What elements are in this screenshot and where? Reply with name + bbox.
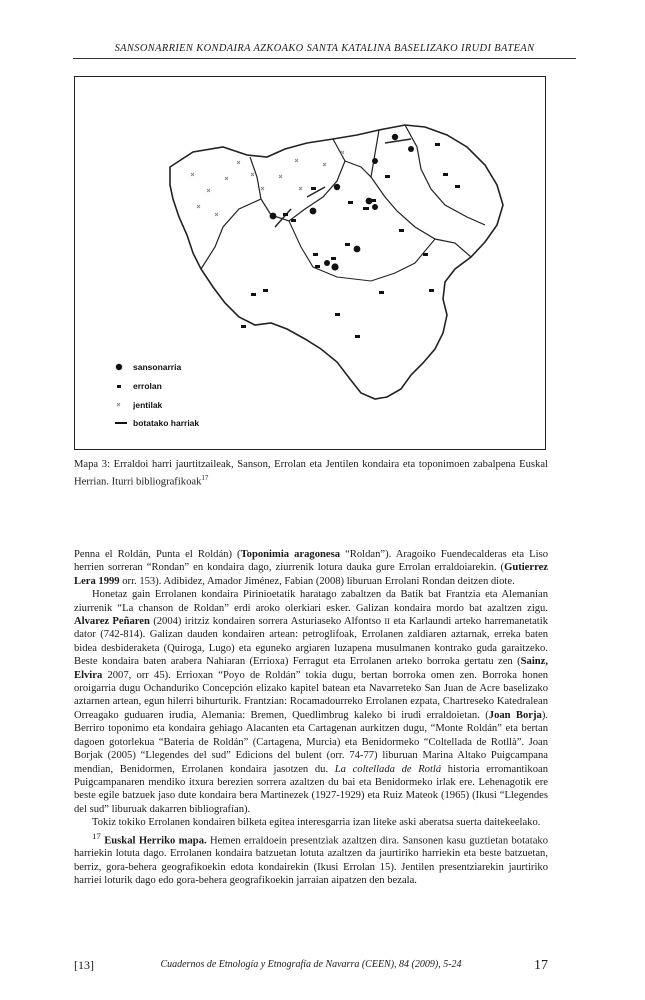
errolan-marker bbox=[348, 201, 353, 204]
errolan-marker bbox=[371, 199, 376, 202]
errolan-marker bbox=[379, 291, 384, 294]
province-boundary bbox=[250, 139, 345, 221]
errolan-marker bbox=[315, 265, 320, 268]
sansonarria-marker bbox=[372, 158, 378, 164]
body-text bbox=[74, 548, 548, 888]
sansonarria-marker bbox=[324, 260, 330, 266]
footer-page-number: 17 bbox=[534, 958, 548, 973]
sansonarria-marker bbox=[310, 208, 317, 215]
legend-label-errolan: errolan bbox=[133, 381, 162, 391]
sansonarria-marker bbox=[334, 184, 340, 190]
errolan-marker bbox=[331, 257, 336, 260]
errolan-marker bbox=[283, 213, 288, 216]
legend-label-jentilak: jentilak bbox=[133, 400, 163, 410]
jentilak-marker bbox=[299, 187, 302, 190]
running-header: SANSONARRIEN KONDAIRA AZKOAKO SANTA KATALINA BASELIZAKO IRUDI BATEAN bbox=[114, 43, 535, 54]
map-outline bbox=[170, 125, 503, 399]
errolan-marker bbox=[311, 187, 316, 190]
errolan-marker bbox=[345, 243, 350, 246]
sansonarria-marker bbox=[392, 134, 398, 140]
jentilak-marker bbox=[225, 177, 228, 180]
province-boundary bbox=[289, 221, 435, 281]
footnote-17 bbox=[74, 830, 548, 888]
map-of-basque-country bbox=[75, 77, 547, 451]
province-boundary bbox=[201, 199, 261, 269]
errolan-marker bbox=[385, 175, 390, 178]
legend-large-dot-symbol bbox=[116, 364, 122, 370]
jentilak-marker bbox=[295, 159, 298, 162]
errolan-marker bbox=[335, 313, 340, 316]
errolan-marker bbox=[313, 253, 318, 256]
errolan-marker bbox=[455, 185, 460, 188]
errolan-marker bbox=[363, 207, 369, 210]
errolan-marker bbox=[435, 143, 440, 146]
jentilak-marker bbox=[237, 161, 240, 164]
footnote-text: Hemen erraldoein presentziak azaltzen dira. Sansonen kasu guztietan botatako harriekin lotuta dago. Errolanen kondaira batzuetan lotuta azaltzen da jaurtiriko harriekin eta beste batzuetan, berriz, gora-behera geografikoekin edota kondairekin (Ikusi Errolan 15). Jentilen presentziarekin jaurtiriko harriei loturik dago edo gora-behera geografikoekin jarraian aipatzen den bezala. bbox=[74, 835, 548, 887]
errolan-marker bbox=[263, 289, 268, 292]
errolan-marker bbox=[443, 173, 448, 176]
figure-caption bbox=[74, 458, 548, 489]
province-boundary bbox=[371, 177, 471, 257]
throw-line bbox=[275, 209, 291, 227]
map-figure bbox=[74, 76, 546, 450]
page-footer bbox=[74, 958, 548, 974]
sansonarria-marker bbox=[354, 246, 361, 253]
header-rule bbox=[73, 58, 576, 59]
footnote-title: Euskal Herriko mapa. bbox=[104, 835, 207, 847]
jentilak-marker bbox=[207, 189, 210, 192]
errolan-marker bbox=[241, 325, 246, 328]
legend-small-dot-symbol bbox=[117, 385, 121, 388]
legend-label-sansonarria: sansonarria bbox=[133, 362, 182, 372]
errolan-marker bbox=[429, 289, 434, 292]
jentilak-marker bbox=[251, 173, 254, 176]
errolan-marker bbox=[251, 293, 256, 296]
throw-line bbox=[385, 139, 411, 143]
jentilak-marker bbox=[261, 187, 264, 190]
errolan-marker bbox=[291, 219, 296, 222]
paragraph-1: Penna el Roldán, Punta el Roldán) (Toponimia aragonesa “Roldan”). Aragoiko Fuendecalderas eta Liso herrien sorreran “Rondan” en kondaira dago, ziurrenik lotura dauka gure Errolan erraldoiarekin. (Gutierrez Lera 1999 orr. 153). Adibidez, Amador Jiménez, Fabian (2008) liburuan Errolani Rondan deitzen diote. bbox=[74, 549, 549, 587]
map-legend bbox=[115, 362, 199, 428]
paragraph-3: Tokiz tokiko Errolanen kondairen bilketa egitea interesgarria izan liteke aski aberatsa suerta daitekeelako. bbox=[92, 817, 541, 829]
errolan-marker bbox=[423, 253, 428, 256]
jentilak-marker bbox=[279, 175, 282, 178]
sansonarria-marker bbox=[408, 146, 414, 152]
footer-page-ref: [13] bbox=[74, 958, 94, 972]
legend-label-botatako-harriak: botatako harriak bbox=[133, 418, 200, 428]
jentilak-markers bbox=[191, 151, 344, 216]
jentilak-marker bbox=[323, 163, 326, 166]
paragraph-2: Honetaz gain Errolanen kondaira Pirinioetatik haratago zabaltzen da Batik bat Frantzia eta Alemanian ziurrenik “La chanson de Roldan” erdi aroko olerkiari esker. Galizan kondaira mordo bat azaltzen zigu. Alvarez Peñaren (2004) iritziz kondairen sorrera Asturiaseko Alfontso II eta Karlaundi arteko harremanetatik dator (742-814). Galizan dauden kondairen artean: petroglifoak, Errolanen zaldiaren aztarnak, erreka baten bidea desbideraketa (Quiroga, Lugo) eta eguneko argiaren luzapena musulmanen kontrako guda garaitzeko. Beste kondaira baten arabera Nahiaran (Errioxa) Ferragut eta Errolanen arteko borroka gertatu zen (Sainz, Elvira 2007, orr 45). Errioxan “Poyo de Roldán” tokia dugu, bertan borroka omen zen. Borroka honen oroigarria dugu Ochanduriko Concepción elizako kapitel batean eta Navarreteko San Juan de Acre baselizako aztarnen artean, egun hilerri bihurturik. Frantzian: Rocamadourreko Errolanen ezpata, Chartreseko Katedralean Orreagako guduaren irudia, Alemania: Bremen, Quedlimbrug kaleko bi irudi erraldoietan. (Joan Borja). Berriro toponimo eta kondaira gehiago Alacanten eta Cartagenan aurkitzen dugu, “Monte Roldán” eta bertan dagoen gotorlekua “Bateria de Roldán” (Cartagena, Murcia) eta Benidormeko “Coltellada de Rotllà”. Joan Borjak (2005) “Llegendes del sud” Edicions del bulent (orr. 74-77) liburuan Marina Altako Puigcampana mendian, Benidormen, Errolanen kondaira jasotzen du. La coltellada de Rotlá historia erromantikoan Puigcampanaren mendiko itxura berezien sorrera azaltzen du bai eta Benidormeko irlak ere. Lehenagotik ere beste egile batzuek jaso dute kondaira bera Martinezek (1927-1929) eta Ruiz Mateok (1965) (Ikusi “Llegendes del sud” liburuak dakarren bibliografían). bbox=[74, 589, 549, 815]
jentilak-marker bbox=[197, 205, 200, 208]
footnote-number: 17 bbox=[92, 830, 101, 841]
sansonarria-marker bbox=[331, 263, 338, 270]
jentilak-marker bbox=[215, 213, 218, 216]
jentilak-marker bbox=[191, 173, 194, 176]
errolan-marker bbox=[399, 229, 404, 232]
sansonarria-marker bbox=[270, 213, 277, 220]
footer-journal: Cuadernos de Etnología y Etnografía de Navarra (CEEN), 84 (2009), 5-24 bbox=[160, 959, 462, 970]
sansonarria-marker bbox=[372, 204, 378, 210]
caption-text: Mapa 3: Erraldoi harri jaurtitzaileak, Sanson, Errolan eta Jentilen kondaira eta toponimoen zabalpena Euskal Herrian. Iturri bibliografikoak bbox=[74, 459, 548, 488]
legend-cross-symbol bbox=[117, 403, 120, 406]
errolan-marker bbox=[355, 335, 360, 338]
caption-note-ref: 17 bbox=[201, 473, 209, 482]
province-boundary bbox=[345, 130, 379, 177]
jentilak-marker bbox=[341, 151, 344, 154]
